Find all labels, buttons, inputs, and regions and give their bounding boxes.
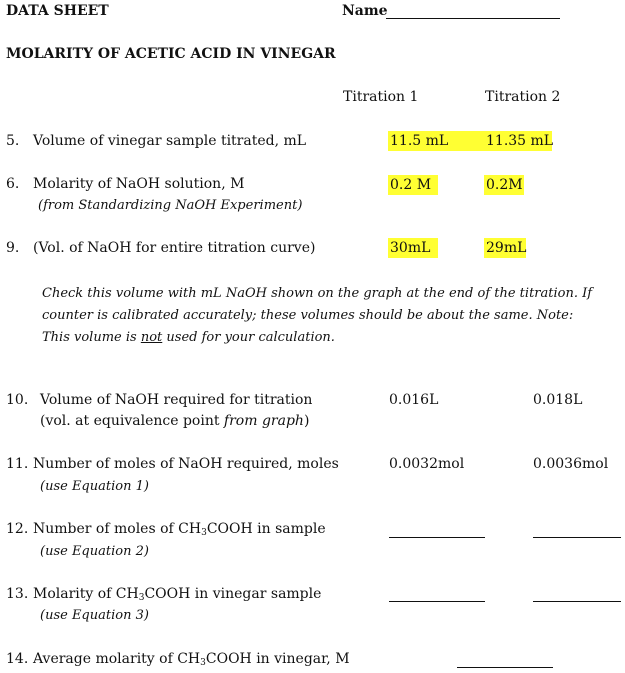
row-10-value-titration-1: 0.016L <box>389 392 439 408</box>
row-5-value-titration-1: 11.5 mL <box>388 131 486 151</box>
row-11-label: Number of moles of NaOH required, moles <box>33 456 339 472</box>
row-6-sublabel: (from Standardizing NaOH Experiment) <box>38 198 303 213</box>
row-11-sublabel: (use Equation 1) <box>40 479 149 494</box>
row-13-label: Molarity of $CH_3COOH$ in vinegar sample <box>33 586 322 603</box>
row-9-value-titration-2: 29mL <box>486 240 527 256</box>
name-field-line[interactable] <box>386 18 560 19</box>
row-10-label: Volume of NaOH required for titration <box>40 392 313 408</box>
row-13-number: 13. <box>6 586 29 602</box>
row-14-number: 14. <box>6 651 29 667</box>
row-9-label: (Vol. of NaOH for entire titration curve) <box>33 240 316 256</box>
row-6-number: 6. <box>6 176 20 192</box>
row-13-sublabel: (use Equation 3) <box>40 608 149 623</box>
row-10-value-titration-2: 0.018L <box>533 392 583 408</box>
row-5-label: Volume of vinegar sample titrated, mL <box>33 133 307 149</box>
row-9-value-titration-1: 30mL <box>388 238 438 258</box>
data-sheet-title: DATA SHEET <box>6 3 109 19</box>
row-12-sublabel: (use Equation 2) <box>40 544 149 559</box>
row-11-value-titration-2: 0.0036mol <box>533 456 609 472</box>
row-11-number: 11. <box>6 456 29 472</box>
row-5-number: 5. <box>6 133 20 149</box>
column-header-titration-1: Titration 1 <box>343 89 419 105</box>
column-header-titration-2: Titration 2 <box>485 89 561 105</box>
row-12-answer-line-titration-1[interactable] <box>389 537 485 538</box>
row-6-value-titration-1: 0.2 M <box>388 175 438 195</box>
row-12-number: 12. <box>6 521 29 537</box>
row-14-label: Average molarity of $CH_3COOH$ in vinegar, M <box>33 651 350 668</box>
row-13-answer-line-titration-1[interactable] <box>389 601 485 602</box>
row-14-answer-line[interactable] <box>457 667 553 668</box>
note-emphasis: not <box>140 330 163 345</box>
row-11-value-titration-1: 0.0032mol <box>389 456 465 472</box>
row-12-label: Number of moles of $CH_3COOH$ in sample <box>33 521 326 538</box>
row-10-sublabel: (vol. at equivalence point from graph) <box>40 413 310 429</box>
section-title: MOLARITY OF ACETIC ACID IN VINEGAR <box>6 46 336 62</box>
row-6-value-titration-2: 0.2M <box>486 177 523 193</box>
row-13-answer-line-titration-2[interactable] <box>533 601 621 602</box>
row-9-number: 9. <box>6 240 20 256</box>
row-6-label: Molarity of NaOH solution, M <box>33 176 245 192</box>
name-label: Name <box>342 3 388 19</box>
row-10-number: 10. <box>6 392 29 408</box>
row-5-value-titration-2: 11.35 mL <box>486 133 554 149</box>
instruction-note: Check this volume with mL NaOH shown on the graph at the end of the titration. If counter is calibrated accurately; these volumes should be about the same. Note: This volume is not used for your calculation. <box>42 286 593 345</box>
row-12-answer-line-titration-2[interactable] <box>533 537 621 538</box>
